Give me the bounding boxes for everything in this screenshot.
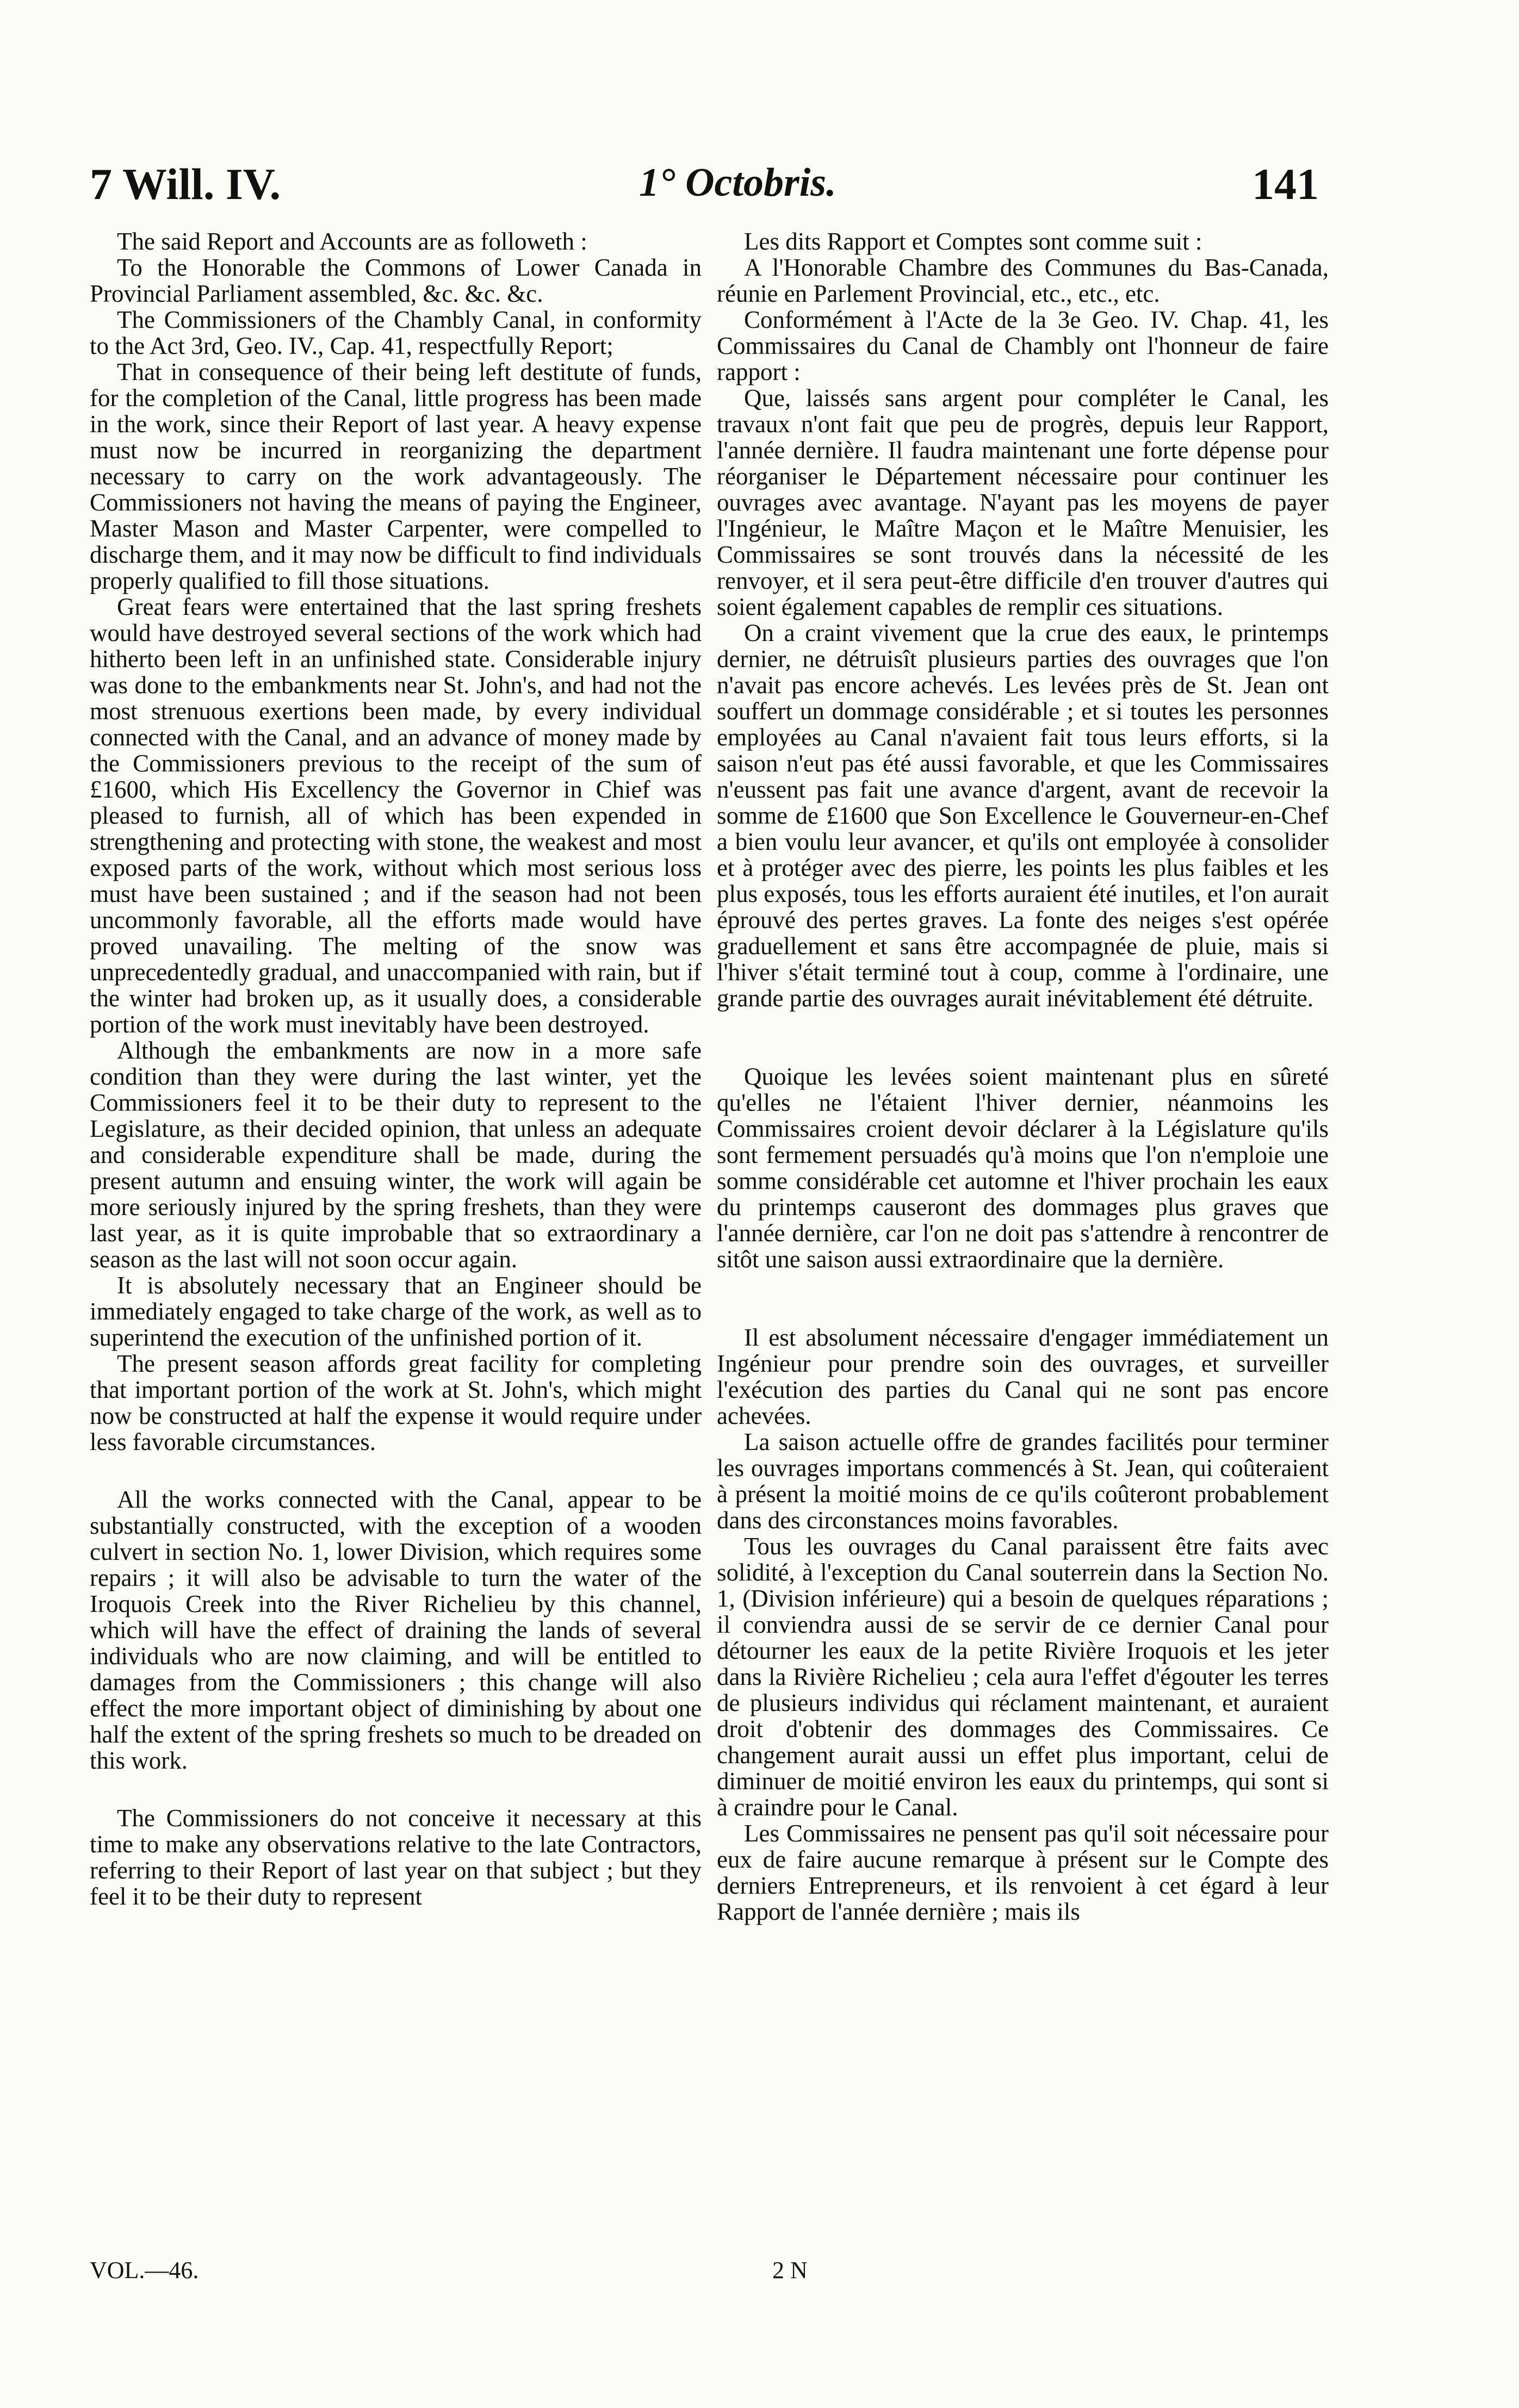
paragraph: Quoique les levées soient maintenant plus en sûreté qu'elles ne l'étaient l'hiver dernier, néanmoins les Commissaires croient devoir déclarer à la Législature qu'ils sont fermement persuadés qu'à moins que l'on n'emploie une somme considérable cet automne et l'hiver prochain les eaux du printemps causeront des dommages plus graves que l'année dernière, car l'on ne doit pas s'attendre à rencontrer de sitôt une saison aussi extraordinaire que la dernière. — [717, 1063, 1329, 1273]
regnal-year: 7 Will. IV. — [90, 159, 281, 209]
english-column — [90, 228, 702, 1909]
page-header — [90, 159, 1351, 229]
paragraph: The Commissioners do not conceive it necessary at this time to make any observations relative to the late Contractors, referring to their Report of last year on that subject ; but they feel it to be their duty to represent — [90, 1805, 702, 1910]
paragraph: Il est absolument nécessaire d'engager immédiatement un Ingénieur pour prendre soin des ouvrages, et surveiller l'exécution des parties du Canal qui ne sont pas encore achevées. — [717, 1324, 1329, 1429]
paragraph: All the works connected with the Canal, appear to be substantially constructed, with the exception of a wooden culvert in section No. 1, lower Division, which requires some repairs ; it will also be advisable to turn the water of the Iroquois Creek into the River Richelieu by this channel, which will have the effect of draining the lands of several individuals who are now claiming, and will be entitled to damages from the Commissioners ; this change will also effect the more important object of diminishing by about one half the extent of the spring freshets so much to be dreaded on this work. — [90, 1486, 702, 1774]
paragraph: Les Commissaires ne pensent pas qu'il soit nécessaire pour eux de faire aucune remarque à présent sur le Compte des derniers Entrepreneurs, et ils renvoient à cet égard à leur Rapport de l'année dernière ; mais ils — [717, 1820, 1329, 1925]
session-date: 1° Octobris. — [639, 160, 836, 205]
french-column — [717, 228, 1329, 1925]
paragraph: The present season affords great facility for completing that important portion of the work at St. John's, which might now be constructed at half the expense it would require under less favorable circumstances. — [90, 1350, 702, 1455]
intro-line: The said Report and Accounts are as followeth : — [117, 228, 587, 255]
address-line: A l'Honorable Chambre des Communes du Bas-Canada, réunie en Parlement Provincial, etc., etc., etc. — [717, 254, 1329, 307]
page-number: 141 — [1252, 159, 1319, 209]
report-opening: The Commissioners of the Chambly Canal, in conformity to the Act 3rd, Geo. IV., Cap. 41, respectfully Report; — [90, 306, 702, 359]
paragraph: Tous les ouvrages du Canal paraissent être faits avec solidité, à l'exception du Canal souterrein dans la Section No. 1, (Division inférieure) qui a besoin de quelques réparations ; il conviendra aussi de se servir de ce dernier Canal pour détourner les eaux de la petite Rivière Iroquois et les jeter dans la Rivière Richelieu ; cela aura l'effet d'égouter les terres de plusieurs individus qui réclament maintenant, et auraient droit d'obtenir des dommages des Commissaires. Ce changement aurait aussi un effet plus important, celui de diminuer de moitié environ les eaux du printemps, qui sont si à craindre pour le Canal. — [717, 1533, 1329, 1821]
paragraph: On a craint vivement que la crue des eaux, le printemps dernier, ne détruisît plusieurs parties des ouvrages que l'on n'avait pas encore achevés. Les levées près de St. Jean ont souffert un dommage considérable ; et si toutes les personnes employées au Canal n'avaient fait tous leurs efforts, si la saison n'eut pas été aussi favorable, et que les Commissaires n'eussent pas fait une avance d'argent, avant de recevoir la somme de £1600 que Son Excellence le Gouverneur-en-Chef a bien voulu leur avancer, et qu'ils ont employée à consolider et à protéger avec des pierre, les points les plus faibles et les plus exposés, tous les efforts auraient été inutiles, et l'on aurait éprouvé des pertes graves. La fonte des neiges s'est opérée graduellement et sans être accompagnée de pluie, mais si l'hiver s'était terminé tout à coup, comme à l'ordinaire, une grande partie des ouvrages aurait inévitablement été détruite. — [717, 619, 1329, 1012]
paragraph: Que, laissés sans argent pour compléter le Canal, les travaux n'ont fait que peu de progrès, depuis leur Rapport, l'année dernière. Il faudra maintenant une forte dépense pour réorganiser le Département nécessaire pour continuer les ouvrages avec avantage. N'ayant pas les moyens de payer l'Ingénieur, le Maître Maçon et le Maître Menuisier, les Commissaires se sont trouvés dans la nécessité de les renvoyer, et il sera peut-être difficile d'en trouver d'autres qui soient également capables de remplir ces situations. — [717, 384, 1329, 620]
paragraph: That in consequence of their being left destitute of funds, for the completion of the Canal, little progress has been made in the work, since their Report of last year. A heavy expense must now be incurred in reorganizing the department necessary to carry on the work advantageously. The Commissioners not having the means of paying the Engineer, Master Mason and Master Carpenter, were compelled to discharge them, and it may now be difficult to find individuals properly qualified to fill those situations. — [90, 358, 702, 594]
paragraph: La saison actuelle offre de grandes facilités pour terminer les ouvrages importans commencés à St. Jean, qui coûteraient à présent la moitié moins de ce qu'ils coûteront probablement dans des circonstances moins favorables. — [717, 1428, 1329, 1534]
paragraph: Great fears were entertained that the last spring freshets would have destroyed several sections of the work which had hitherto been left in an unfinished state. Considerable injury was done to the embankments near St. John's, and had not the most strenuous exertions been made, by every individual connected with the Canal, and an advance of money made by the Commissioners previous to the receipt of the sum of £1600, which His Excellency the Governor in Chief was pleased to furnish, all of which has been expended in strengthening and protecting with stone, the weakest and most exposed parts of the work, without which most serious loss must have been sustained ; and if the season had not been uncommonly favorable, all the efforts made would have proved unavailing. The melting of the snow was unprecedentedly gradual, and unaccompanied with rain, but if the winter had broken up, as it usually does, a considerable portion of the work must inevitably have been destroyed. — [90, 593, 702, 1038]
paragraph: It is absolutely necessary that an Engineer should be immediately engaged to take charge of the work, as well as to superintend the execution of the unfinished portion of it. — [90, 1272, 702, 1351]
volume-mark: VOL.—46. — [90, 2257, 199, 2283]
report-opening: Conformément à l'Acte de la 3e Geo. IV. Chap. 41, les Commissaires du Canal de Chambly ont l'honneur de faire rapport : — [717, 306, 1329, 385]
address-line: To the Honorable the Commons of Lower Canada in Provincial Parliament assembled, &c. &c. &c. — [90, 254, 702, 307]
intro-line: Les dits Rapport et Comptes sont comme suit : — [744, 228, 1202, 255]
paragraph: Although the embankments are now in a more safe condition than they were during the last winter, yet the Commissioners feel it to be their duty to represent to the Legislature, as their decided opinion, that unless an adequate and considerable expenditure shall be made, during the present autumn and ensuing winter, the work will again be more seriously injured by the spring freshets, than they were last year, as it is quite improbable that so extraordinary a season as the last will not soon occur again. — [90, 1037, 702, 1273]
signature-mark: 2 N — [772, 2257, 808, 2283]
